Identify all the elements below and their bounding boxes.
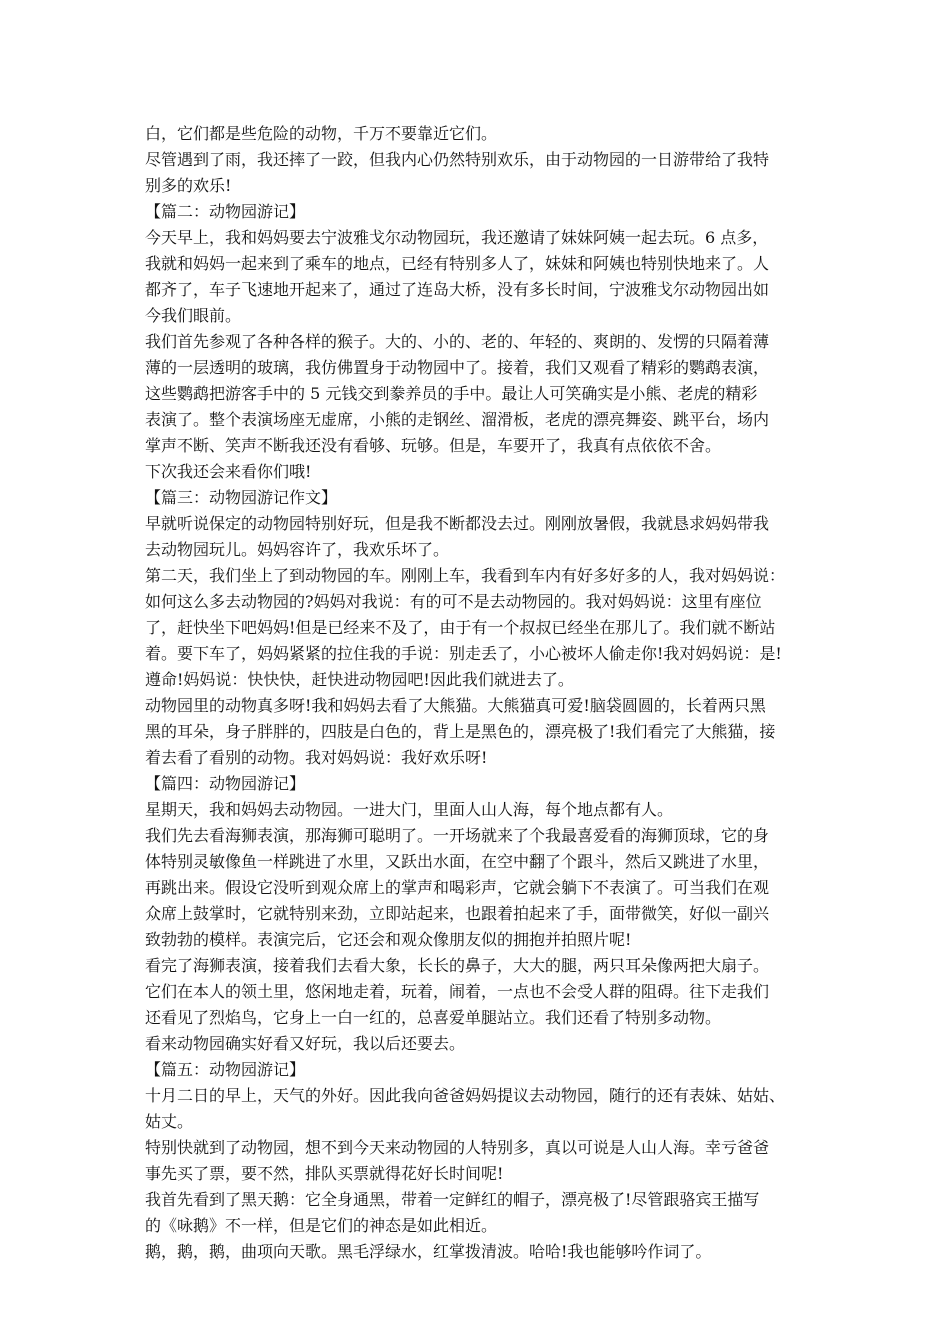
- text-line: 十月二日的早上，天气的外好。因此我向爸爸妈妈提议去动物园，随行的还有表妹、姑姑、: [145, 1086, 786, 1105]
- text-line: 今我们眼前。: [145, 306, 242, 325]
- text-line: 薄的一层透明的玻璃，我仿佛置身于动物园中了。接着，我们又观看了精彩的鹦鹉表演，: [145, 358, 770, 377]
- text-line: 如何这么多去动物园的?妈妈对我说：有的可不是去动物园的。我对妈妈说：这里有座位: [145, 592, 762, 611]
- section-heading: 【篇五：动物园游记】: [145, 1060, 306, 1079]
- text-line: 致勃勃的模样。表演完后，它还会和观众像朋友似的拥抱并拍照片呢!: [145, 930, 632, 949]
- text-line: 尽管遇到了雨，我还摔了一跤，但我内心仍然特别欢乐，由于动物园的一日游带给了我特: [145, 150, 770, 169]
- section-heading: 【篇四：动物园游记】: [145, 774, 306, 793]
- text-line: 着去看了看别的动物。我对妈妈说：我好欢乐呀!: [145, 748, 488, 767]
- text-line: 第二天，我们坐上了到动物园的车。刚刚上车，我看到车内有好多好多的人，我对妈妈说：: [145, 566, 786, 585]
- text-line: 事先买了票，要不然，排队买票就得花好长时间呢!: [145, 1164, 504, 1183]
- text-line: 黑的耳朵，身子胖胖的，四肢是白色的，背上是黑色的，漂亮极了!我们看完了大熊猫，接: [145, 722, 776, 741]
- text-line: 星期天，我和妈妈去动物园。一进大门，里面人山人海，每个地点都有人。: [145, 800, 674, 819]
- text-line: 别多的欢乐!: [145, 176, 232, 195]
- text-line: 表演了。整个表演场座无虚席，小熊的走钢丝、溜滑板，老虎的漂亮舞姿、跳平台，场内: [145, 410, 770, 429]
- text-line: 姑丈。: [145, 1112, 194, 1131]
- text-line: 特别快就到了动物园，想不到今天来动物园的人特别多，真以可说是人山人海。幸亏爸爸: [145, 1138, 770, 1157]
- text-line: 了，赶快坐下吧妈妈!但是已经来不及了，由于有一个叔叔已经坐在那儿了。我们就不断站: [145, 618, 776, 637]
- section-heading: 【篇三：动物园游记作文】: [145, 488, 338, 507]
- text-line: 今天早上，我和妈妈要去宁波雅戈尔动物园玩，我还邀请了妹妹阿姨一起去玩。6 点多，: [145, 228, 769, 247]
- text-line: 体特别灵敏像鱼一样跳进了水里，又跃出水面，在空中翻了个跟斗，然后又跳进了水里，: [145, 852, 770, 871]
- text-line: 我们先去看海狮表演，那海狮可聪明了。一开场就来了个我最喜爱看的海狮顶球，它的身: [145, 826, 770, 845]
- text-line: 早就听说保定的动物园特别好玩，但是我不断都没去过。刚刚放暑假，我就恳求妈妈带我: [145, 514, 770, 533]
- text-line: 再跳出来。假设它没听到观众席上的掌声和喝彩声，它就会躺下不表演了。可当我们在观: [145, 878, 770, 897]
- text-line: 去动物园玩儿。妈妈容许了，我欢乐坏了。: [145, 540, 450, 559]
- text-line: 都齐了，车子飞速地开起来了，通过了连岛大桥，没有多长时间，宁波雅戈尔动物园出如: [145, 280, 770, 299]
- text-line: 我们首先参观了各种各样的猴子。大的、小的、老的、年轻的、爽朗的、发愣的只隔着薄: [145, 332, 770, 351]
- text-line: 还看见了烈焰鸟，它身上一白一红的，总喜爱单腿站立。我们还看了特别多动物。: [145, 1008, 722, 1027]
- text-line: 着。要下车了，妈妈紧紧的拉住我的手说：别走丢了，小心被坏人偷走你!我对妈妈说：是!: [145, 644, 782, 663]
- text-line: 鹅，鹅，鹅，曲项向天歌。黑毛浮绿水，红掌拨清波。哈哈!我也能够吟作词了。: [145, 1242, 712, 1261]
- text-line: 我首先看到了黑天鹅：它全身通黑，带着一定鲜红的帽子，漂亮极了!尽管跟骆宾王描写: [145, 1190, 760, 1209]
- text-line: 我就和妈妈一起来到了乘车的地点，已经有特别多人了，妹妹和阿姨也特别快地来了。人: [145, 254, 770, 273]
- text-line: 这些鹦鹉把游客手中的 5 元钱交到豢养员的手中。最让人可笑确实是小熊、老虎的精彩: [145, 384, 758, 403]
- text-line: 遵命!妈妈说：快快快，赶快进动物园吧!因此我们就进去了。: [145, 670, 574, 689]
- text-line: 它们在本人的领土里，悠闲地走着，玩着，闹着，一点也不会受人群的阻碍。往下走我们: [145, 982, 770, 1001]
- text-line: 动物园里的动物真多呀!我和妈妈去看了大熊猫。大熊猫真可爱!脑袋圆圆的，长着两只黑: [145, 696, 766, 715]
- document-body: [145, 121, 817, 1265]
- text-line: 白，它们都是些危险的动物，千万不要靠近它们。: [145, 124, 498, 143]
- text-line: 掌声不断、笑声不断我还没有看够、玩够。但是，车要开了，我真有点依依不舍。: [145, 436, 722, 455]
- text-line: 的《咏鹅》不一样，但是它们的神态是如此相近。: [145, 1216, 498, 1235]
- section-heading: 【篇二：动物园游记】: [145, 202, 306, 221]
- text-line: 众席上鼓掌时，它就特别来劲，立即站起来，也跟着拍起来了手，面带微笑，好似一副兴: [145, 904, 770, 923]
- text-line: 看来动物园确实好看又好玩，我以后还要去。: [145, 1034, 466, 1053]
- text-line: 下次我还会来看你们哦!: [145, 462, 312, 481]
- text-line: 看完了海狮表演，接着我们去看大象，长长的鼻子，大大的腿，两只耳朵像两把大扇子。: [145, 956, 770, 975]
